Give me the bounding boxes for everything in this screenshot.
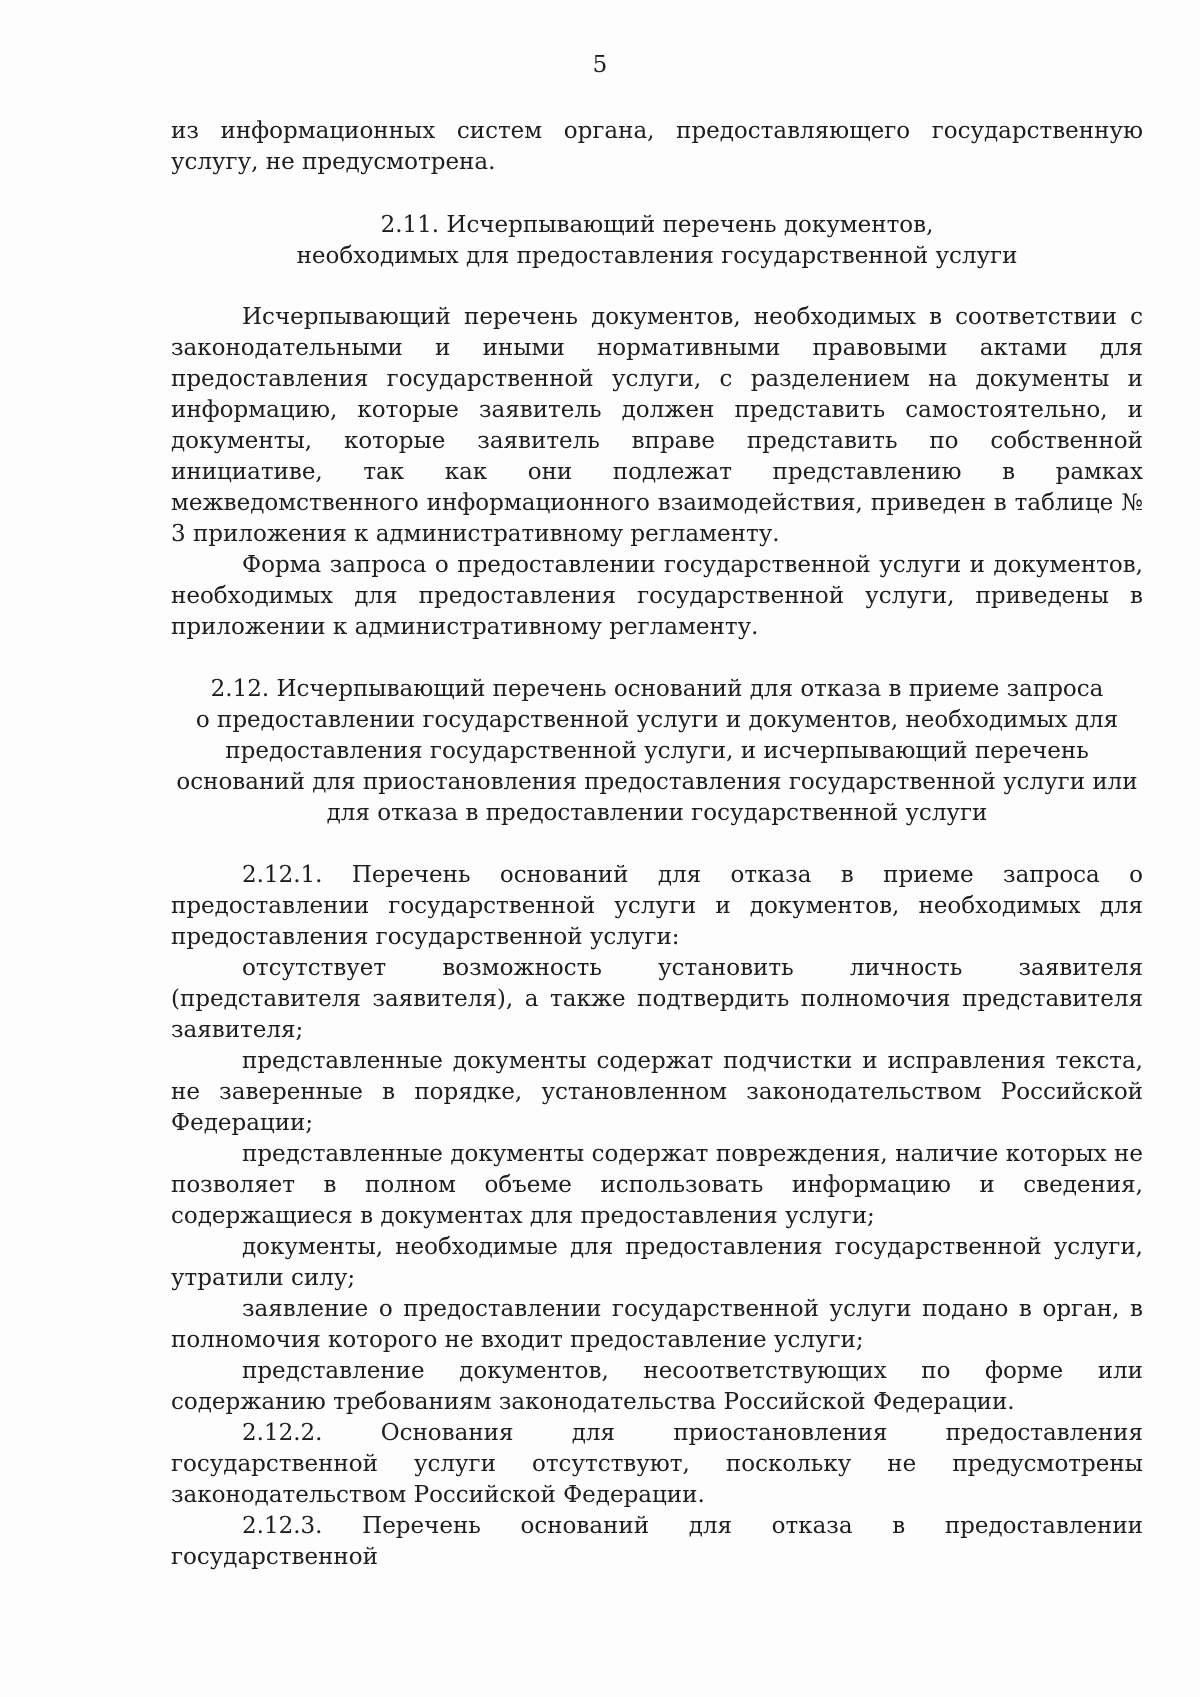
subsection-paragraph: 2.12.2. Основания для приостановления предоставления государственной услуги отсутствуют, поскольку не предусмотрены законодательством Российской Федерации. bbox=[171, 1420, 1143, 1508]
list-paragraph: документы, необходимые для предоставления государственной услуги, утратили силу; bbox=[171, 1234, 1143, 1291]
heading-line: 2.12. Исчерпывающий перечень оснований для отказа в приеме запроса bbox=[210, 676, 1104, 702]
subsection-paragraph: 2.12.1. Перечень оснований для отказа в приеме запроса о предоставлении государственной услуги и документов, необходимых для предоставления государственной услуги: bbox=[171, 862, 1143, 950]
section-2-12-body bbox=[171, 860, 1143, 1573]
page-number: 5 bbox=[592, 52, 608, 78]
section-2-12-heading bbox=[171, 674, 1143, 829]
heading-line: необходимых для предоставления государственной услуги bbox=[296, 243, 1018, 269]
list-paragraph: отсутствует возможность установить личность заявителя (представителя заявителя), а также подтвердить полномочия представителя заявителя; bbox=[171, 955, 1143, 1043]
list-paragraph: представление документов, несоответствующих по форме или содержанию требованиям законодательства Российской Федерации. bbox=[171, 1358, 1143, 1415]
heading-line: 2.11. Исчерпывающий перечень документов, bbox=[380, 212, 934, 238]
heading-line: о предоставлении государственной услуги и документов, необходимых для bbox=[195, 707, 1119, 733]
heading-line: для отказа в предоставлении государственной услуги bbox=[326, 800, 988, 826]
section-2-11-body bbox=[171, 302, 1143, 643]
document-body bbox=[171, 116, 1143, 1573]
list-paragraph: представленные документы содержат повреждения, наличие которых не позволяет в полном объеме использовать информацию и сведения, содержащиеся в документах для предоставления услуги; bbox=[171, 1141, 1143, 1229]
continuation-paragraph: из информационных систем органа, предоставляющего государственную услугу, не предусмотрена. bbox=[171, 118, 1143, 175]
body-paragraph: Форма запроса о предоставлении государственной услуги и документов, необходимых для предоставления государственной услуги, приведены в приложении к административному регламенту. bbox=[171, 552, 1143, 640]
heading-line: предоставления государственной услуги, и исчерпывающий перечень bbox=[225, 738, 1089, 764]
body-paragraph: Исчерпывающий перечень документов, необходимых в соответствии с законодательными и иными нормативными правовыми актами для предоставления государственной услуги, с разделением на документы и информацию, которые заявитель должен представить самостоятельно, и документы, которые заявитель вправе представить по собственной инициативе, так как они подлежат представлению в рамках межведомственного информационного взаимодействия, приведен в таблице № 3 приложения к административному регламенту. bbox=[171, 304, 1143, 547]
subsection-paragraph: 2.12.3. Перечень оснований для отказа в предоставлении государственной bbox=[171, 1513, 1143, 1570]
heading-line: оснований для приостановления предоставления государственной услуги или bbox=[176, 769, 1138, 795]
section-2-11-heading bbox=[171, 210, 1143, 272]
list-paragraph: заявление о предоставлении государственной услуги подано в орган, в полномочия которого не входит предоставление услуги; bbox=[171, 1296, 1143, 1353]
list-paragraph: представленные документы содержат подчистки и исправления текста, не заверенные в порядке, установленном законодательством Российской Федерации; bbox=[171, 1048, 1143, 1136]
